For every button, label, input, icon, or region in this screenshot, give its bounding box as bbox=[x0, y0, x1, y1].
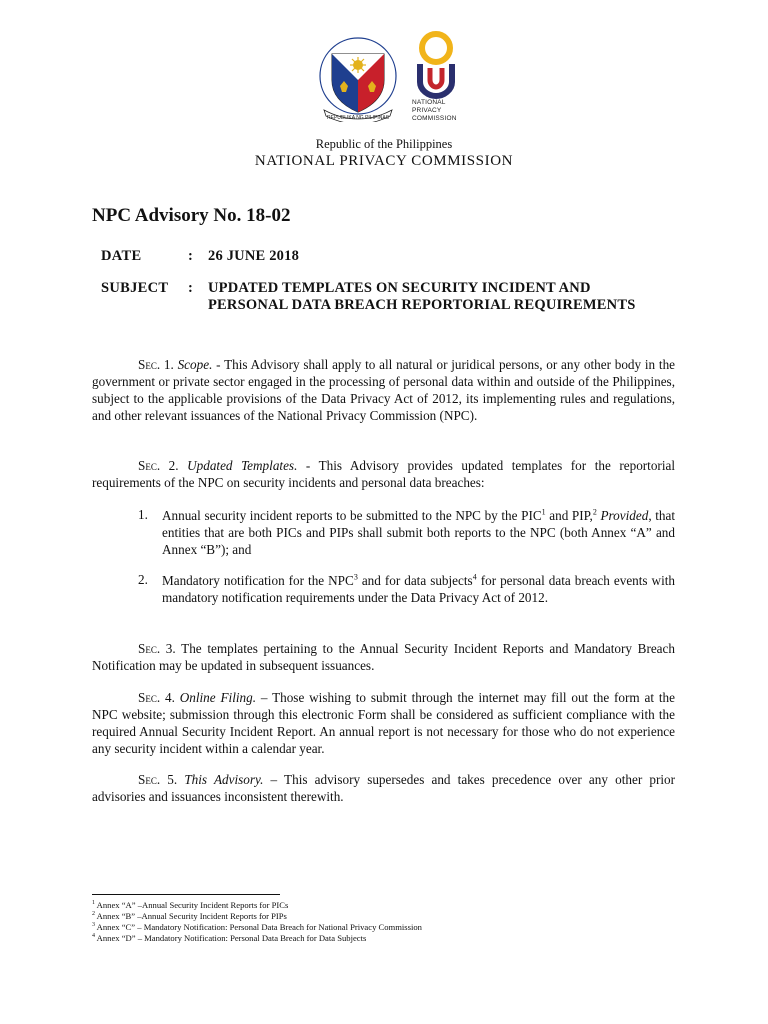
section-1-label: Sec. 1. bbox=[138, 357, 174, 372]
footnote-divider bbox=[92, 894, 280, 895]
republic-heading: Republic of the Philippines bbox=[315, 137, 453, 151]
section-5-label: Sec. 5. bbox=[138, 772, 178, 787]
footnote-mark-3: 3 bbox=[92, 922, 95, 929]
section-5-text: – This advisory supersedes and takes precedence over any other prior advisories and issuances inconsistent therewith. bbox=[92, 772, 675, 804]
list-item-1-text-a: Annual security incident reports to be submitted to the NPC by the PIC bbox=[162, 508, 542, 523]
footnote-ref-4: 4 bbox=[472, 572, 477, 582]
list-item-1-number: 1. bbox=[138, 507, 148, 522]
footnote-text-4: Annex “D” – Mandatory Notification: Personal Data Breach for Data Subjects bbox=[95, 933, 367, 943]
list-item-1-text-d: , that entities that are both PICs and PIPs shall submit both reports to the NPC (both Annex “A” and Annex “B”); and bbox=[162, 508, 676, 557]
section-2-text: - This Advisory provides updated templates for the reportorial requirements of the NPC on security incidents and personal data breaches: bbox=[92, 458, 676, 490]
date-value: 26 JUNE 2018 bbox=[208, 248, 300, 264]
npc-logo bbox=[408, 30, 464, 105]
subject-value: UPDATED TEMPLATES ON SECURITY INCIDENT AND PERSONAL DATA BREACH REPORTORIAL REQUIREMENTS bbox=[208, 280, 636, 313]
section-1-text: - This Advisory shall apply to all natural or juridical persons, or any other body in the government or private sector engaged in the processing of personal data within and outside of the Philippines, subject to the applicable provisions of the Data Privacy Act of 2012, its implementing rules and regulations, and other relevant issuances of the National Privacy Commission (NPC). bbox=[92, 357, 676, 423]
philippine-seal bbox=[318, 36, 398, 127]
npc-logo-icon bbox=[408, 30, 464, 100]
section-5-title: This Advisory. bbox=[184, 772, 264, 787]
footnote-4 bbox=[92, 933, 366, 944]
footnote-text-2: Annex “B” –Annual Security Incident Reports for PIPs bbox=[95, 911, 287, 921]
section-3-label: Sec. 3. bbox=[138, 641, 176, 656]
section-2 bbox=[92, 457, 675, 491]
philippine-seal-icon bbox=[318, 36, 398, 122]
list-item-2-text-a: Mandatory notification for the NPC bbox=[162, 573, 354, 588]
section-3-text: The templates pertaining to the Annual Security Incident Reports and Mandatory Breach Notification may be updated in subsequent issuances. bbox=[92, 641, 675, 673]
npc-logo-line: NATIONAL bbox=[412, 99, 446, 106]
commission-heading: NATIONAL PRIVACY COMMISSION bbox=[254, 153, 514, 169]
advisory-title: NPC Advisory No. 18-02 bbox=[92, 205, 291, 226]
list-item-2 bbox=[162, 572, 675, 606]
section-5 bbox=[92, 771, 675, 805]
npc-logo-text bbox=[412, 99, 462, 123]
subject-colon: : bbox=[188, 280, 193, 296]
footnote-mark-1: 1 bbox=[92, 900, 95, 907]
section-3 bbox=[92, 640, 675, 674]
footnote-2 bbox=[92, 911, 287, 922]
list-item-1 bbox=[162, 507, 675, 558]
section-2-label: Sec. 2. bbox=[138, 458, 179, 473]
footnote-3 bbox=[92, 922, 422, 933]
footnote-ref-2: 2 bbox=[592, 507, 597, 517]
section-4 bbox=[92, 689, 675, 757]
list-item-2-text-b: and for data subjects bbox=[357, 573, 473, 588]
section-2-title: Updated Templates. bbox=[187, 458, 298, 473]
section-1 bbox=[92, 356, 675, 424]
footnote-ref-1: 1 bbox=[541, 507, 546, 517]
list-item-1-provided: Provided bbox=[600, 508, 649, 523]
npc-logo-line: PRIVACY bbox=[412, 107, 442, 114]
footnote-mark-2: 2 bbox=[92, 911, 95, 918]
section-4-text: – Those wishing to submit through the internet may fill out the form at the NPC website; submission through this electronic Form shall be considered as sufficient compliance with the required Annual Security Incident Report. An annual report is not necessary for those who do not experience any security incident within a calendar year. bbox=[92, 690, 675, 756]
footnote-ref-3: 3 bbox=[353, 572, 358, 582]
footnote-text-3: Annex “C” – Mandatory Notification: Personal Data Breach for National Privacy Commission bbox=[95, 922, 422, 932]
subject-label: SUBJECT bbox=[101, 280, 169, 296]
list-item-2-text-c: for personal data breach events with mandatory notification requirements under the Data Privacy Act of 2012. bbox=[162, 573, 676, 605]
footnote-mark-4: 4 bbox=[92, 933, 95, 940]
svg-text:REPUBLIKA NG PILIPINAS: REPUBLIKA NG PILIPINAS bbox=[327, 115, 389, 121]
section-4-label: Sec. 4. bbox=[138, 690, 175, 705]
footnote-1 bbox=[92, 900, 288, 911]
footnote-text-1: Annex “A” –Annual Security Incident Reports for PICs bbox=[95, 900, 289, 910]
list-item-2-number: 2. bbox=[138, 572, 148, 587]
section-1-title: Scope. bbox=[177, 357, 213, 372]
date-colon: : bbox=[188, 248, 193, 264]
date-label: DATE bbox=[101, 248, 142, 264]
section-4-title: Online Filing. bbox=[179, 690, 257, 705]
list-item-1-text-b: and PIP, bbox=[545, 508, 593, 523]
npc-logo-line: COMMISSION bbox=[412, 115, 457, 122]
